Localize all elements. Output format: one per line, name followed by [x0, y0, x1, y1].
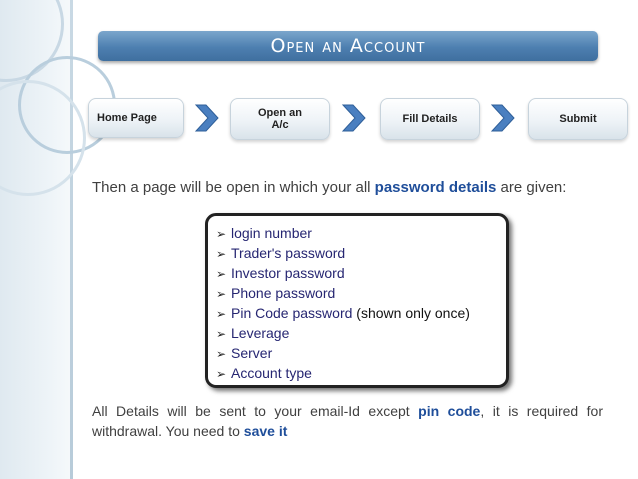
- chevron-right-icon: [194, 103, 220, 133]
- step-home-page[interactable]: [88, 98, 184, 138]
- footer-highlight-save: save it: [243, 423, 288, 439]
- list-item: ➢ Leverage: [216, 324, 500, 344]
- list-item: ➢ Pin Code password (shown only once): [216, 304, 478, 324]
- intro-text: Then a page will be open in which your all: [92, 179, 375, 196]
- list-item: ➢ Phone password: [216, 284, 500, 304]
- item-note: (shown only once): [352, 305, 470, 321]
- footer-text: All Details will be sent to your email-Id except: [92, 403, 419, 419]
- intro-text-end: are given:: [496, 179, 567, 196]
- footer-paragraph: [92, 401, 603, 441]
- step-label: Submit: [559, 113, 597, 125]
- step-label: Fill Details: [402, 113, 458, 125]
- list-item: ➢ Trader's password: [216, 244, 500, 264]
- intro-highlight: password details: [374, 179, 497, 196]
- arrow-bullet-icon: ➢: [216, 247, 227, 261]
- step-open-account[interactable]: [230, 98, 330, 140]
- list-item: ➢ login number: [216, 224, 500, 244]
- details-list: [208, 216, 506, 384]
- footer-highlight-pin: pin code: [418, 403, 481, 419]
- step-fill-details[interactable]: [380, 98, 480, 140]
- list-item: ➢ Investor password: [216, 264, 500, 284]
- arrow-bullet-icon: ➢: [216, 267, 227, 281]
- password-details-box: [205, 213, 509, 388]
- step-label: Open an A/c: [257, 107, 302, 131]
- list-item: ➢ Server: [216, 344, 500, 364]
- arrow-bullet-icon: ➢: [216, 287, 227, 301]
- title-bar: [98, 31, 598, 61]
- footer-text-mid: , it is required for withdrawal. You need to: [92, 403, 603, 439]
- chevron-right-icon: [490, 103, 516, 133]
- intro-paragraph: [92, 178, 604, 198]
- arrow-bullet-icon: ➢: [216, 367, 227, 381]
- list-item: ➢ Account type: [216, 364, 500, 384]
- arrow-bullet-icon: ➢: [216, 227, 227, 241]
- step-label: Home Page: [97, 112, 157, 124]
- page-title: Open an Account: [270, 35, 426, 57]
- arrow-bullet-icon: ➢: [216, 307, 227, 321]
- arrow-bullet-icon: ➢: [216, 327, 227, 341]
- chevron-right-icon: [341, 103, 367, 133]
- arrow-bullet-icon: ➢: [216, 347, 227, 361]
- step-submit[interactable]: [528, 98, 628, 140]
